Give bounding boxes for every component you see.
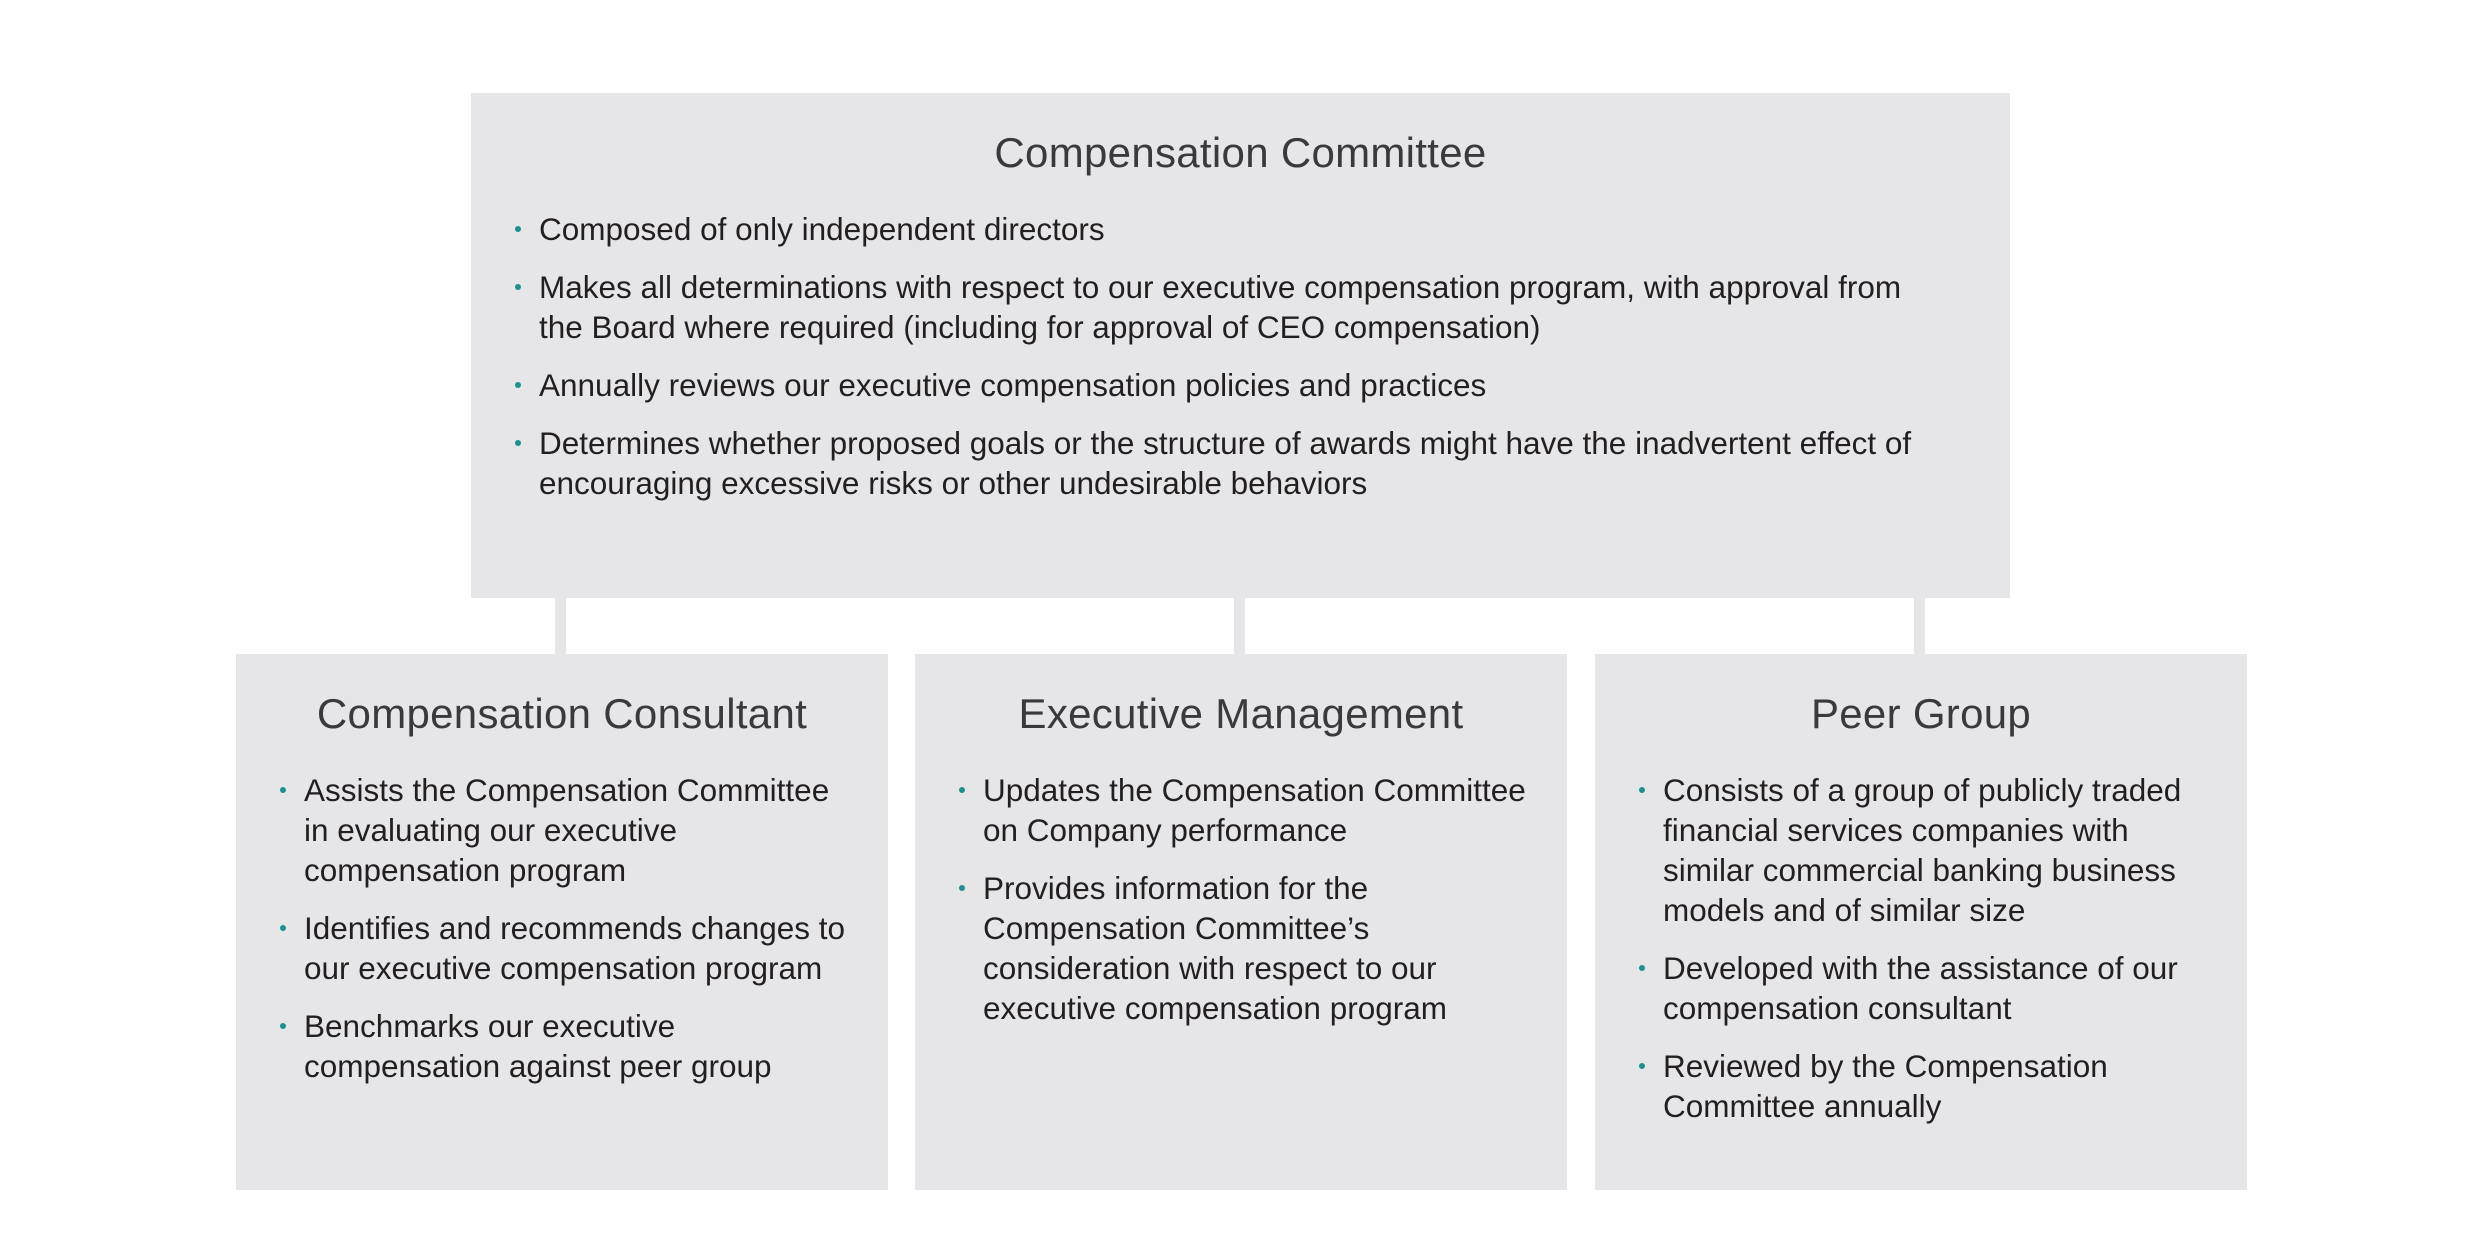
bullet-dot-icon [515,440,521,446]
bullet-dot-icon [515,226,521,232]
connector-management [1234,596,1245,656]
bullet-item: Assists the Compensation Committee in evaluating our executive compensation program [276,770,858,890]
bullet-dot-icon [959,787,965,793]
compensation-consultant-bullets [276,770,858,1086]
compensation-committee-bullets [511,209,1950,503]
bullet-item: Updates the Compensation Committee on Company performance [955,770,1537,850]
connector-consultant [555,596,566,656]
bullet-dot-icon [1639,787,1645,793]
bullet-item: Annually reviews our executive compensation policies and practices [511,365,1950,405]
compensation-committee-title: Compensation Committee [994,129,1487,176]
bullet-dot-icon [280,925,286,931]
executive-management-box [915,654,1567,1190]
bullet-dot-icon [280,787,286,793]
bullet-item: Identifies and recommends changes to our executive compensation program [276,908,858,988]
compensation-consultant-title: Compensation Consultant [316,690,808,737]
bullet-item: Developed with the assistance of our compensation consultant [1635,948,2217,1028]
bullet-item: Provides information for the Compensation Committee’s consideration with respect to our executive compensation program [955,868,1537,1028]
bullet-item: Consists of a group of publicly traded financial services companies with similar commercial banking business models and of similar size [1635,770,2217,930]
bullet-dot-icon [1639,965,1645,971]
bullet-item: Determines whether proposed goals or the structure of awards might have the inadvertent effect of encouraging excessive risks or other undesirable behaviors [511,423,1950,503]
peer-group-box [1595,654,2247,1190]
bullet-item: Reviewed by the Compensation Committee annually [1635,1046,2217,1126]
bullet-dot-icon [515,284,521,290]
bullet-item: Benchmarks our executive compensation against peer group [276,1006,858,1086]
connector-peer-group [1914,596,1925,656]
bullet-dot-icon [1639,1063,1645,1069]
executive-management-title: Executive Management [1018,690,1464,737]
peer-group-bullets [1635,770,2217,1126]
bullet-dot-icon [515,382,521,388]
executive-management-bullets [955,770,1537,1028]
bullet-item: Makes all determinations with respect to our executive compensation program, with approval from the Board where required (including for approval of CEO compensation) [511,267,1950,347]
compensation-committee-box [471,93,2010,598]
compensation-consultant-box [236,654,888,1190]
bullet-dot-icon [280,1023,286,1029]
bullet-item: Composed of only independent directors [511,209,1950,249]
bullet-dot-icon [959,885,965,891]
peer-group-title: Peer Group [1810,690,2032,737]
